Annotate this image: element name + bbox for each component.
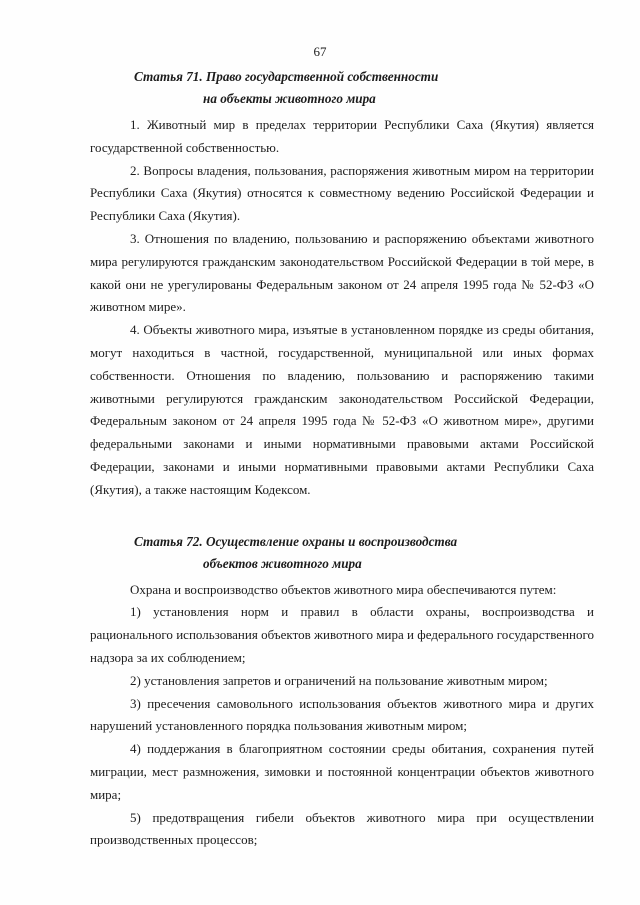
page-number: 67	[313, 44, 327, 59]
article-72-item-1: 1) установления норм и правил в области охраны, воспроизводства и рационального использования объектов животного мира и федерального государственного надзора за их соблюдением;	[90, 604, 594, 665]
article-71-title-line-2: на объекты животного мира	[203, 91, 376, 106]
article-71-paragraph-2: 2. Вопросы владения, пользования, распоряжения животным миром на территории Республики Саха (Якутия) относятся к совместному ведению Российской Федерации и Республики Саха (Якутия).	[90, 162, 594, 224]
article-71-paragraph-1: 1. Животный мир в пределах территории Республики Саха (Якутия) является государственной собственностью.	[90, 117, 594, 155]
article-72-title-line-1: Статья 72. Осуществление охраны и воспроизводства	[134, 533, 458, 549]
article-71	[90, 66, 594, 502]
article-72-title-line-2: объектов животного мира	[203, 555, 362, 571]
article-71-paragraph-4: 4. Объекты животного мира, изъятые в установленном порядке из среды обитания, могут находиться в частной, государственной, муниципальной или иных формах собственности. Отношения по владению, пользованию и распоряжению такими животными регулируются гражданским законодательством Российской Федерации, Федеральным законом от 24 апреля 1995 года № 52-ФЗ «О животном мире», другими федеральными законами и иными нормативными правовыми актами Российской Федерации, законами и иными нормативными правовыми актами Республики Саха (Якутия), а также настоящим Кодексом.	[90, 322, 594, 497]
article-71-title	[90, 66, 594, 110]
document-body	[90, 66, 594, 852]
article-72-item-5: 5) предотвращения гибели объектов животного мира при осуществлении производственных процессов;	[90, 809, 594, 848]
article-71-title-line-1: Статья 71. Право государственной собственности	[134, 69, 439, 84]
article-72-title	[90, 531, 594, 575]
article-72	[90, 531, 594, 853]
article-71-paragraph-3: 3. Отношения по владению, пользованию и распоряжению объектами животного мира регулируются гражданским законодательством Российской Федерации в той мере, в какой они не урегулированы Федеральным законом от 24 апреля 1995 года № 52-ФЗ «О животном мире».	[90, 230, 594, 315]
article-72-item-2: 2) установления запретов и ограничений на пользование животным миром;	[130, 672, 548, 688]
article-72-intro: Охрана и воспроизводство объектов животного мира обеспечиваются путем:	[130, 581, 557, 597]
article-72-item-4: 4) поддержания в благоприятном состоянии среды обитания, сохранения путей миграции, мест размножения, зимовки и постоянной концентрации объектов животного мира;	[90, 741, 594, 802]
article-72-item-3: 3) пресечения самовольного использования объектов животного мира и других нарушений установленного порядка пользования животным миром;	[90, 695, 594, 734]
